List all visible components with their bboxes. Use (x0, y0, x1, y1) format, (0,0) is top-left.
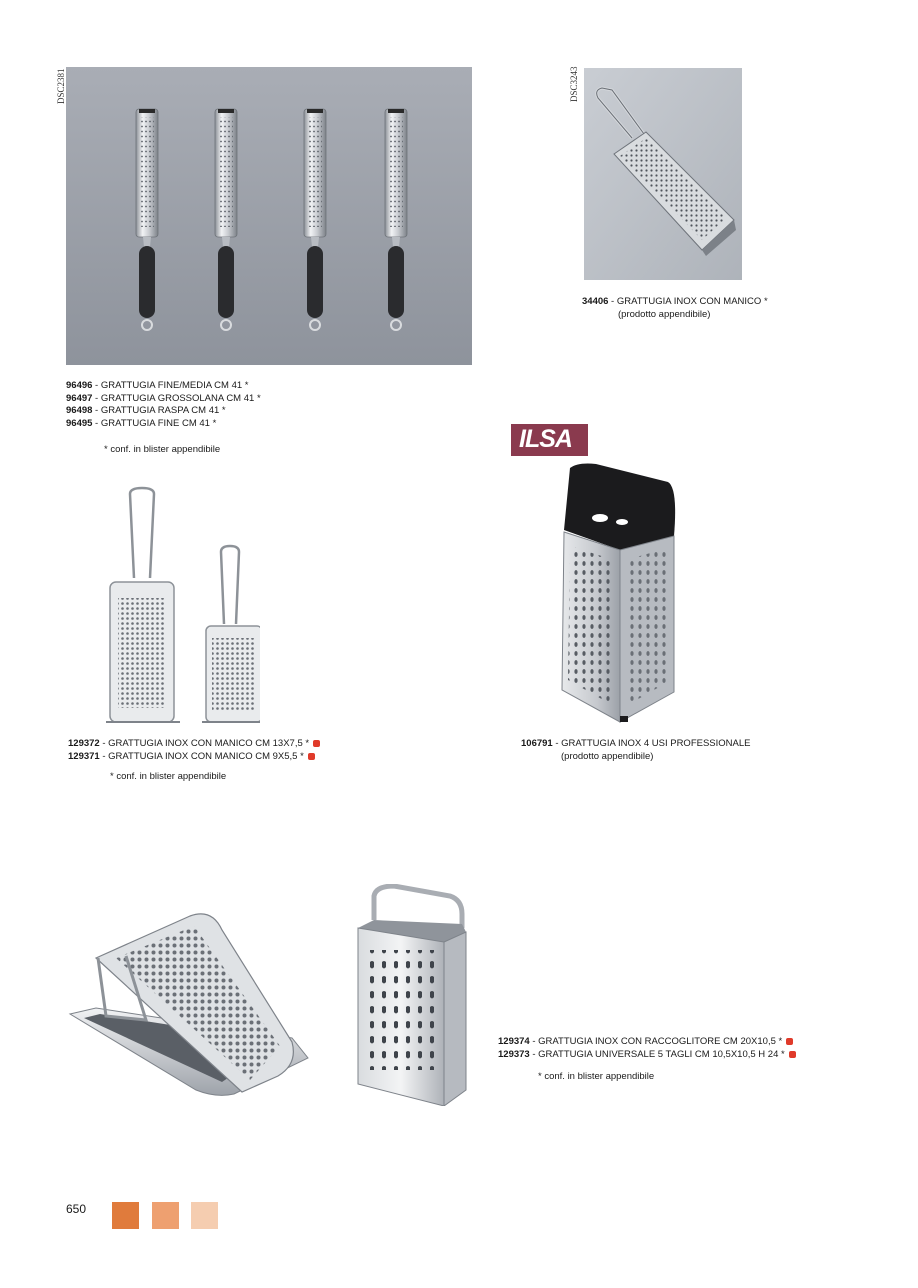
caption-line: 129373 - GRATTUGIA UNIVERSALE 5 TAGLI CM 10,5X10,5 H 24 * (498, 1049, 796, 1062)
group1-captions (66, 380, 261, 430)
grater-with-collector-photo (66, 900, 314, 1098)
item-106791-caption: 106791 - GRATTUGIA INOX 4 USI PROFESSIONALE (prodotto appendibile) (521, 738, 751, 762)
item-34406-caption: 34406 - GRATTUGIA INOX CON MANICO * (prodotto appendibile) (582, 296, 768, 320)
ilsa-logo: ILSA (511, 424, 588, 456)
red-marker (789, 1051, 796, 1058)
group2-captions (68, 738, 320, 763)
grater-with-handle-photo (584, 68, 742, 280)
caption-line: 96498 - GRATTUGIA RASPA CM 41 * (66, 405, 226, 416)
blister-note: * conf. in blister appendibile (104, 444, 221, 455)
photo-code-left: DSC2381 (56, 68, 66, 104)
red-marker (308, 753, 315, 760)
red-marker (786, 1038, 793, 1045)
box-grater-photo (354, 884, 472, 1106)
blister-note: * conf. in blister appendibile (110, 771, 227, 782)
page-number: 650 (66, 1202, 87, 1216)
group3-captions (498, 1036, 796, 1061)
caption-line: 129372 - GRATTUGIA INOX CON MANICO CM 13X7,5 * (68, 738, 320, 751)
caption-line: 96497 - GRATTUGIA GROSSOLANA CM 41 * (66, 392, 261, 404)
caption-line: 96495 - GRATTUGIA FINE CM 41 * (66, 417, 217, 429)
color-swatch (191, 1202, 218, 1229)
color-swatch (112, 1202, 139, 1229)
two-handled-graters-photo (100, 486, 260, 728)
long-graters-photo (66, 67, 472, 365)
blister-note: * conf. in blister appendibile (538, 1071, 655, 1082)
red-marker (313, 740, 320, 747)
photo-code-right: DSC3243 (569, 66, 579, 102)
four-sided-grater-photo (556, 460, 686, 724)
caption-line: 129374 - GRATTUGIA INOX CON RACCOGLITORE CM 20X10,5 * (498, 1036, 796, 1049)
caption-line: 96496 - GRATTUGIA FINE/MEDIA CM 41 * (66, 380, 249, 391)
color-swatch (152, 1202, 179, 1229)
caption-line: 129371 - GRATTUGIA INOX CON MANICO CM 9X5,5 * (68, 751, 320, 764)
